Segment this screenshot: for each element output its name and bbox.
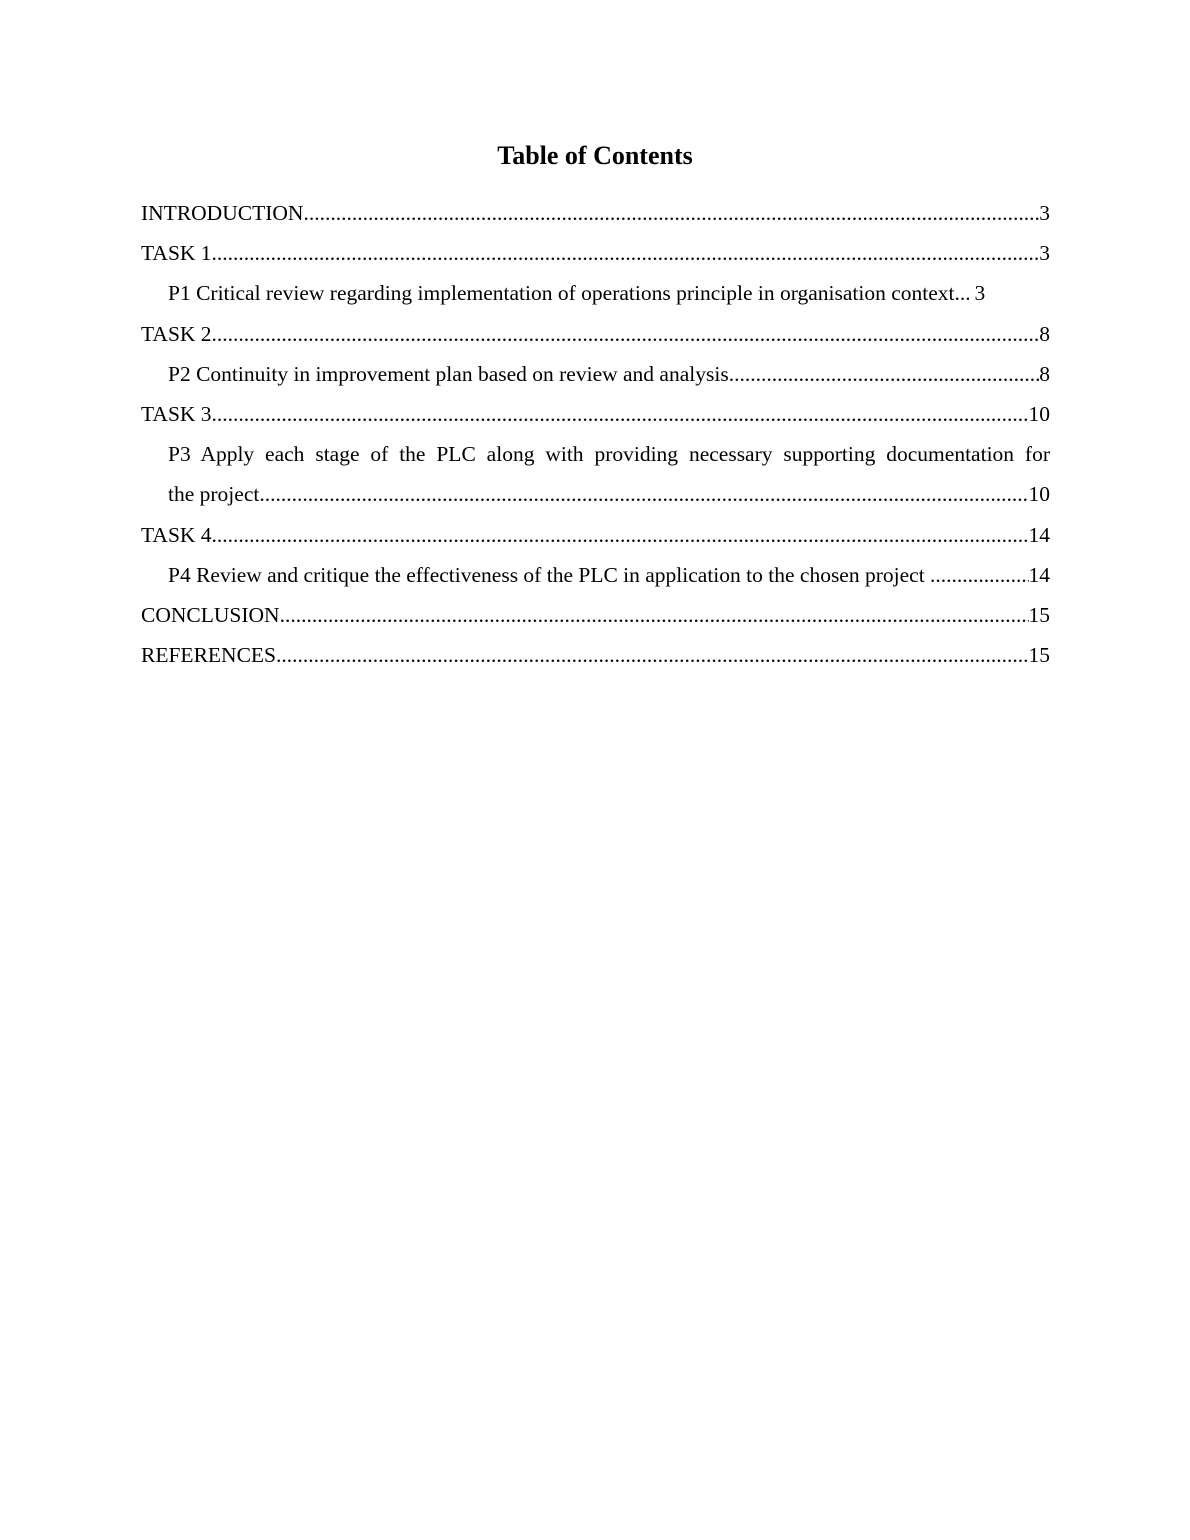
toc-entry-p1[interactable]	[168, 273, 1050, 313]
dot-leader	[276, 635, 1029, 675]
toc-entry-page: 8	[1039, 321, 1050, 346]
dot-leader	[212, 233, 1040, 273]
dot-leader	[259, 474, 1028, 514]
dot-leader	[729, 354, 1040, 394]
toc-entry-label: REFERENCES	[141, 643, 276, 668]
dot-leader	[212, 394, 1029, 434]
toc-entry-task-1[interactable]	[141, 233, 1050, 273]
toc-entry-p2[interactable]	[168, 354, 1050, 394]
toc-entry-p4[interactable]	[168, 555, 1050, 595]
toc-entry-label: P2 Continuity in improvement plan based on review and analysis	[168, 361, 729, 386]
toc-entry-page: 15	[1028, 643, 1050, 668]
toc-entry-label: INTRODUCTION	[141, 201, 304, 225]
toc-entry-page: 3	[1039, 201, 1050, 225]
toc-list	[141, 193, 1050, 675]
toc-entry-task-2[interactable]	[141, 314, 1050, 354]
dot-leader	[930, 555, 1028, 595]
toc-entry-page: 15	[1028, 602, 1050, 627]
dot-leader	[212, 515, 1029, 555]
toc-entry-label: TASK 3	[141, 401, 212, 426]
toc-entry-p3[interactable]	[168, 434, 1050, 514]
toc-entry-label: P4 Review and critique the effectiveness of the PLC in application to the chosen project	[168, 562, 931, 587]
toc-entry-page: 14	[1028, 562, 1050, 587]
dot-leader	[212, 314, 1040, 354]
toc-entry-task-4[interactable]	[141, 515, 1050, 555]
toc-entry-label-line-1: P3 Apply each stage of the PLC along with providing necessary supporting documentation for	[168, 442, 1050, 467]
toc-entry-page: 14	[1028, 522, 1050, 547]
toc-entry-introduction[interactable]	[141, 193, 1050, 233]
toc-entry-conclusion[interactable]	[141, 595, 1050, 635]
toc-entry-page: 10	[1028, 482, 1050, 507]
dot-leader	[955, 273, 969, 313]
toc-entry-label: TASK 4	[141, 522, 212, 547]
toc-entry-task-3[interactable]	[141, 394, 1050, 434]
toc-entry-label: P1 Critical review regarding implementation of operations principle in organisation context	[168, 281, 955, 306]
toc-entry-page: 10	[1028, 401, 1050, 426]
dot-leader	[280, 595, 1029, 635]
dot-leader	[303, 193, 1039, 233]
toc-entry-references[interactable]	[141, 635, 1050, 675]
toc-entry-label: TASK 2	[141, 321, 212, 346]
toc-entry-page: 3	[974, 281, 986, 306]
toc-title: Table of Contents	[497, 141, 693, 170]
toc-entry-label: TASK 1	[141, 241, 212, 266]
toc-entry-label: CONCLUSION	[141, 602, 280, 627]
toc-entry-page: 3	[1039, 241, 1050, 266]
toc-entry-page: 8	[1039, 361, 1050, 386]
toc-entry-label-line-2: the project	[168, 482, 260, 507]
